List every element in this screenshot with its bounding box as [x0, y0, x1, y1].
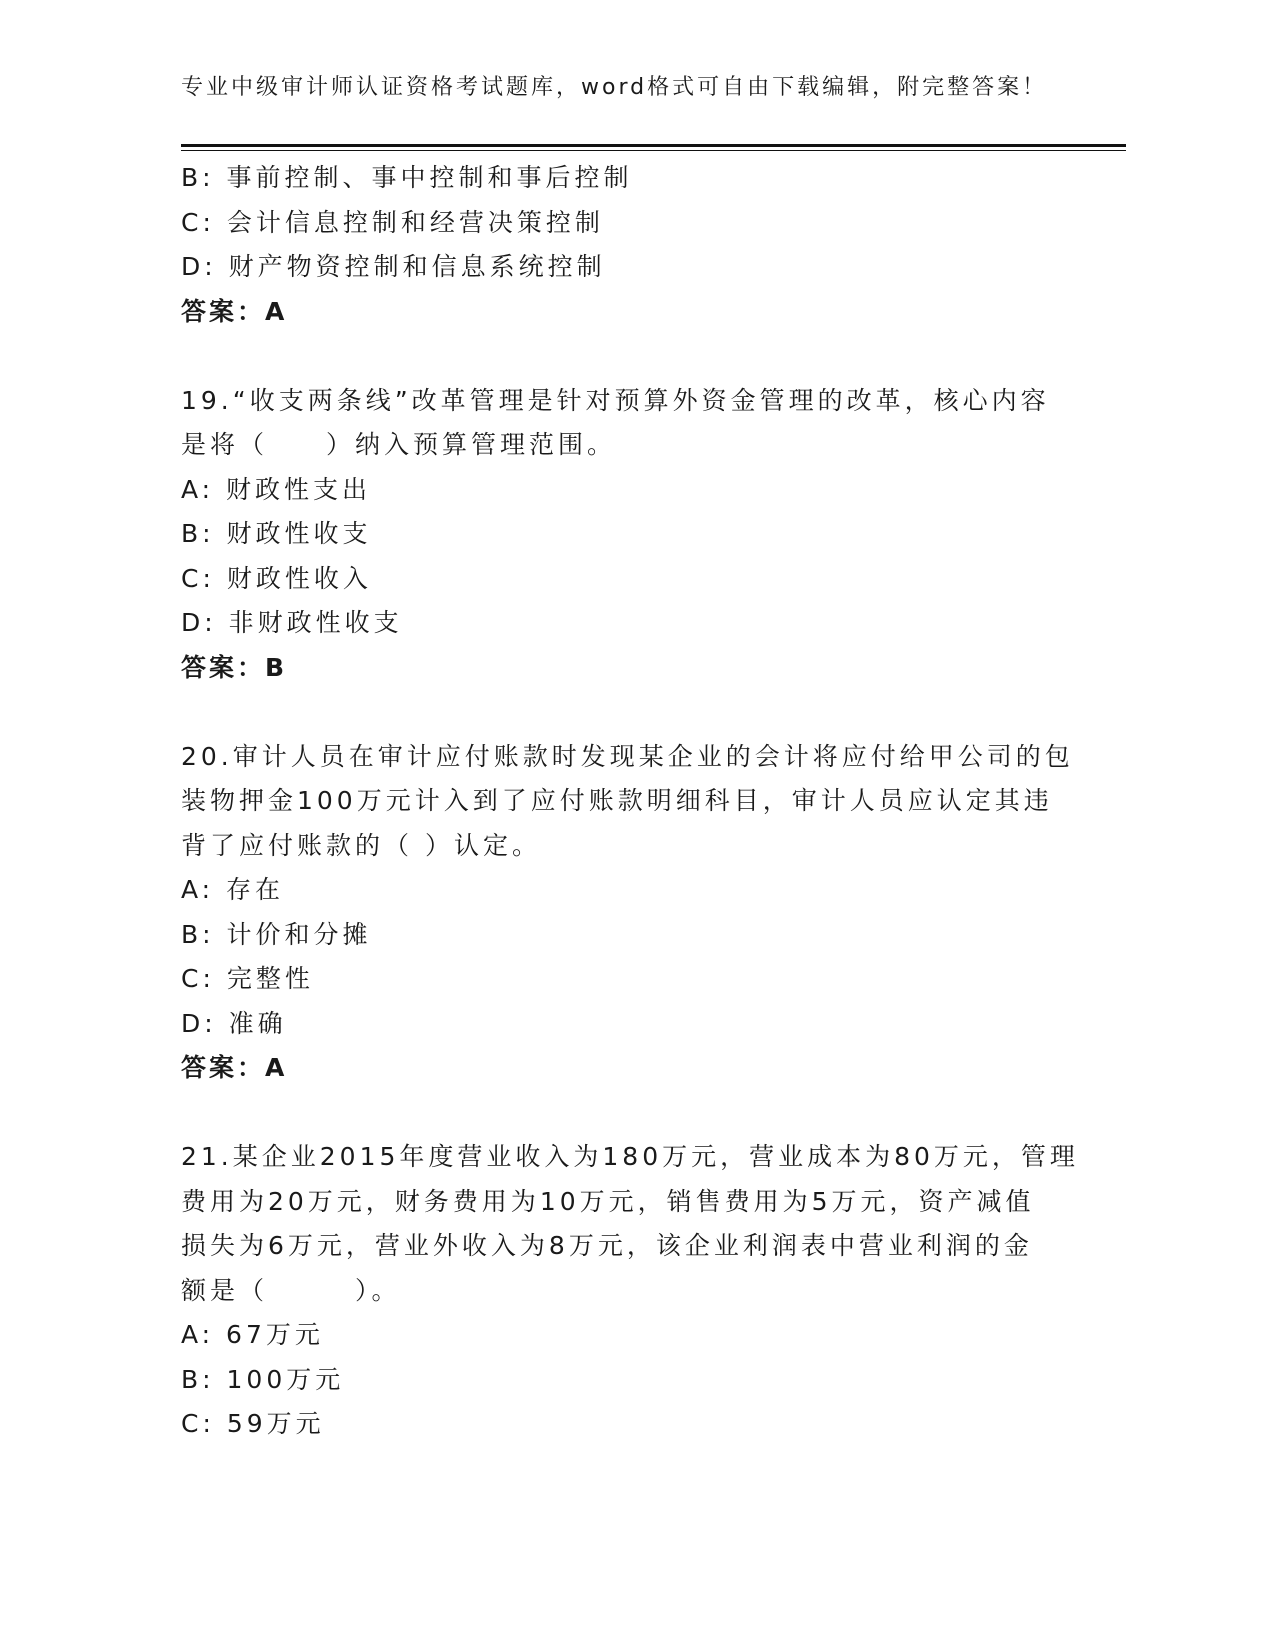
question-20-text: 背了应付账款的（ ）认定。 [181, 830, 541, 860]
spacer [181, 334, 1061, 379]
option-a: A: 67万元 [181, 1320, 324, 1349]
option-c: C: 59万元 [181, 1409, 325, 1438]
option-b: B: 事前控制、事中控制和事后控制 [181, 163, 633, 192]
option-b: B: 100万元 [181, 1364, 345, 1394]
option-a: A: 财政性支出 [181, 474, 372, 504]
spacer [181, 690, 1061, 735]
question-19-text: 19.“收支两条线”改革管理是针对预算外资金管理的改革，核心内容 [181, 385, 1050, 415]
option-c: C: 会计信息控制和经营决策控制 [181, 207, 604, 237]
option-a: A: 存在 [181, 875, 285, 904]
question-19-text: 是将（ ）纳入预算管理范围。 [181, 430, 617, 459]
spacer [181, 1091, 1061, 1136]
option-d: D: 准确 [181, 1008, 287, 1038]
option-b: B: 计价和分摊 [181, 919, 372, 949]
option-b: B: 财政性收支 [181, 519, 372, 548]
question-content [181, 156, 1079, 1447]
question-21-text: 21.某企业2015年度营业收入为180万元，营业成本为80万元，管理 [181, 1142, 1079, 1171]
question-21-text: 损失为6万元，营业外收入为8万元，该企业利润表中营业利润的金 [181, 1231, 1033, 1260]
question-21-text: 额是（ ）。 [181, 1275, 401, 1305]
header-divider-thick [181, 144, 1126, 147]
option-c: C: 财政性收入 [181, 563, 372, 593]
page-header: 专业中级审计师认证资格考试题库，word格式可自由下载编辑，附完整答案！ [181, 75, 1048, 100]
option-d: D: 非财政性收支 [181, 608, 403, 637]
question-21-text: 费用为20万元，财务费用为10万元，销售费用为5万元，资产减值 [181, 1186, 1035, 1216]
answer-line: 答案：A [181, 1053, 288, 1082]
option-d: D: 财产物资控制和信息系统控制 [181, 252, 606, 281]
option-c: C: 完整性 [181, 964, 314, 993]
question-20-text: 装物押金100万元计入到了应付账款明细科目，审计人员应认定其违 [181, 786, 1053, 815]
answer-line: 答案：A [181, 296, 288, 326]
answer-line: 答案：B [181, 652, 288, 682]
question-20-text: 20.审计人员在审计应付账款时发现某企业的会计将应付给甲公司的包 [181, 741, 1074, 771]
header-divider-thin [181, 150, 1126, 151]
